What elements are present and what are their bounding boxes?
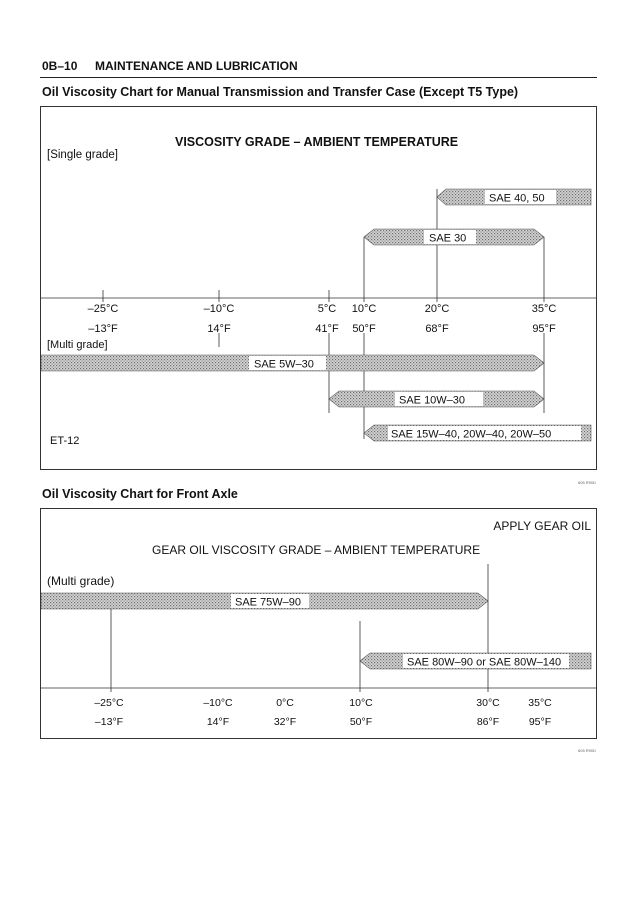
temp-c-5: 5°C [317,303,337,315]
temp-f-41: 41°F [315,323,339,335]
chart1-frame [40,106,597,470]
chart2-title: GEAR OIL VISCOSITY GRADE – AMBIENT TEMPERATURE [152,543,481,557]
temp-c-m25: –25°C [87,303,119,315]
temp-f-14: 14°F [207,323,231,335]
temp-f-95: 95°F [532,323,556,335]
temp-f-50: 50°F [352,323,376,335]
section-title: MAINTENANCE AND LUBRICATION [95,59,298,73]
chart2-figure-ref [578,741,598,759]
temp-c-m10: –10°C [203,303,235,315]
apply-gear-oil: APPLY GEAR OIL [493,519,591,533]
bar-sae-5w-30-label: SAE 5W–30 [254,358,314,371]
c2-temp-c-35: 35°C [528,697,552,709]
chart2-frame [40,508,597,739]
chart2-heading: Oil Viscosity Chart for Front Axle [42,487,238,501]
header-rule [40,77,597,78]
temp-c-35: 35°C [531,303,557,315]
bar-sae-40-50-label: SAE 40, 50 [489,192,545,205]
chart1-figure-ref [578,473,598,491]
c2-temp-f-50: 50°F [349,716,373,728]
bar-sae-15w-40-label: SAE 15W–40, 20W–40, 20W–50 [391,428,552,441]
bar-sae-30-label: SAE 30 [429,232,467,245]
chart1-svg [41,107,596,469]
svg-text:605 R90D: 605 R90D [578,748,597,753]
c2-temp-f-86: 86°F [476,716,500,728]
single-grade-label: [Single grade] [47,149,118,161]
c2-temp-f-95: 95°F [528,716,552,728]
c2-temp-c-30: 30°C [476,697,500,709]
chart2-multi-label: (Multi grade) [47,574,115,588]
chart2-svg [41,509,596,738]
page-number: 0B–10 [42,59,78,73]
temp-c-20: 20°C [424,303,450,315]
c2-temp-f-32: 32°F [273,716,297,728]
chart1-code: ET-12 [50,435,80,447]
temp-c-10: 10°C [351,303,377,315]
bar-sae-75w-90-label: SAE 75W–90 [235,596,302,609]
c2-temp-c-m10: –10°C [203,697,233,709]
temp-f-m13: –13°F [88,323,118,335]
c2-temp-c-m25: –25°C [94,697,124,709]
c2-temp-c-10: 10°C [349,697,373,709]
c2-temp-c-0: 0°C [276,697,294,709]
bar-sae-10w-30-label: SAE 10W–30 [399,394,466,407]
bar-sae-80w-label: SAE 80W–90 or SAE 80W–140 [407,656,562,669]
svg-text:605 R90D: 605 R90D [578,480,597,485]
chart1-title: VISCOSITY GRADE – AMBIENT TEMPERATURE [175,135,459,149]
c2-temp-f-14: 14°F [206,716,230,728]
c2-temp-f-m13: –13°F [94,716,124,728]
multi-grade-label: [Multi grade] [47,339,108,351]
chart1-heading: Oil Viscosity Chart for Manual Transmission and Transfer Case (Except T5 Type) [42,85,519,99]
temp-f-68: 68°F [425,323,449,335]
